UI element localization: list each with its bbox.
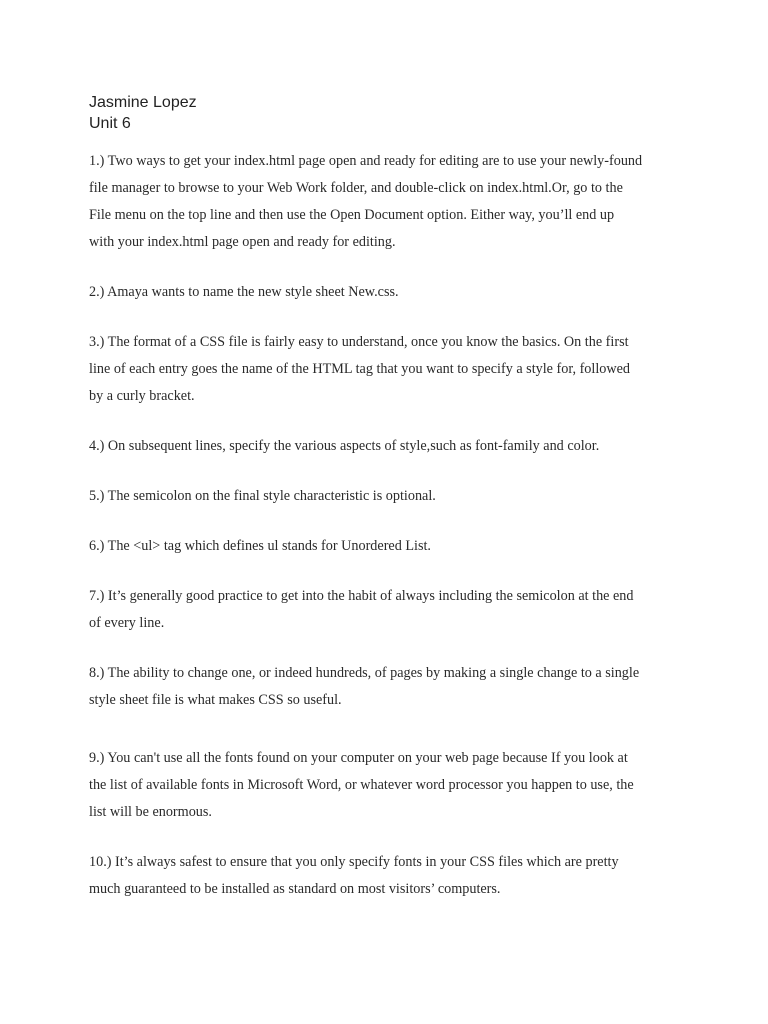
answer-list (89, 148, 675, 903)
answer-9: 9.) You can't use all the fonts found on your computer on your web page because If you look at the list of available fonts in Microsoft Word, or whatever word processor you happen to use, the list will be enormous. (89, 750, 634, 820)
answer-10: 10.) It’s always safest to ensure that you only specify fonts in your CSS files which are pretty much guaranteed to be installed as standard on most visitors’ computers. (89, 854, 619, 897)
document-header (89, 92, 197, 134)
answer-1: 1.) Two ways to get your index.html page open and ready for editing are to use your newly-found file manager to browse to your Web Work folder, and double-click on index.html.Or, go to the File menu on the top line and then use the Open Document option. Either way, you’ll end up with your index.html page open and ready for editing. (89, 153, 643, 250)
answer-2: 2.) Amaya wants to name the new style sheet New.css. (89, 284, 399, 300)
answer-8: 8.) The ability to change one, or indeed hundreds, of pages by making a single change to a single style sheet file is what makes CSS so useful. (89, 665, 640, 708)
answer-5: 5.) The semicolon on the final style characteristic is optional. (89, 488, 436, 504)
student-name: Jasmine Lopez (89, 94, 197, 111)
unit-label: Unit 6 (89, 115, 131, 132)
answer-3: 3.) The format of a CSS file is fairly easy to understand, once you know the basics. On the first line of each entry goes the name of the HTML tag that you want to specify a style for, followed by a curly bracket. (89, 334, 631, 404)
answer-7: 7.) It’s generally good practice to get into the habit of always including the semicolon at the end of every line. (89, 588, 634, 631)
answer-6: 6.) The <ul> tag which defines ul stands for Unordered List. (89, 538, 431, 554)
answer-4: 4.) On subsequent lines, specify the various aspects of style,such as font-family and color. (89, 438, 600, 454)
